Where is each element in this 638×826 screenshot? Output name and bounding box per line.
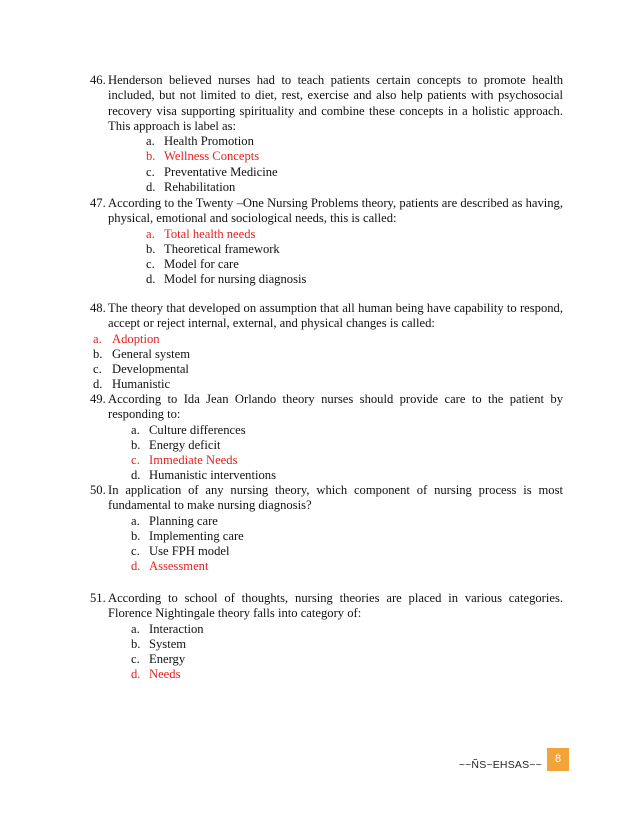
option-text: Energy deficit <box>149 437 221 452</box>
option-letter: b. <box>131 636 141 651</box>
option-text: Theoretical framework <box>164 241 280 256</box>
option-letter: a. <box>146 134 155 149</box>
option-letter: b. <box>131 528 141 543</box>
option-c <box>90 453 563 468</box>
option-c <box>90 362 563 377</box>
option-text: Humanistic interventions <box>149 468 276 483</box>
option-a <box>90 134 563 149</box>
question-49 <box>90 392 563 484</box>
option-text-correct: Adoption <box>112 331 160 346</box>
option-a <box>90 622 563 637</box>
question-number: 50. <box>90 483 106 497</box>
option-a <box>90 332 563 347</box>
option-text: Developmental <box>112 362 189 377</box>
question-text: According to Ida Jean Orlando theory nurses should provide care to the patient by responding to: <box>108 392 563 422</box>
answer-options <box>90 622 563 683</box>
answer-options <box>90 423 563 484</box>
option-text: Model for care <box>164 257 239 272</box>
answer-options <box>90 134 563 195</box>
option-letter: a. <box>131 422 140 437</box>
option-letter: d. <box>131 468 141 483</box>
question-number: 46. <box>90 73 106 87</box>
option-d <box>90 377 563 392</box>
option-letter: d. <box>131 667 141 682</box>
option-letter: b. <box>131 437 141 452</box>
option-letter: a. <box>131 513 140 528</box>
option-text: Health Promotion <box>164 134 254 149</box>
answer-options <box>90 514 563 575</box>
option-a <box>90 227 563 242</box>
option-d <box>90 559 563 574</box>
question-48 <box>90 301 563 393</box>
option-text-correct: Wellness Concepts <box>164 149 260 164</box>
option-letter: a. <box>146 226 155 241</box>
option-text: Use FPH model <box>149 544 230 559</box>
option-letter: d. <box>93 377 103 392</box>
option-b <box>90 637 563 652</box>
option-text: Energy <box>149 652 186 667</box>
option-letter: d. <box>146 180 156 195</box>
option-text-correct: Total health needs <box>164 226 256 241</box>
option-text: Preventative Medicine <box>164 164 278 179</box>
option-b <box>90 438 563 453</box>
option-letter: b. <box>146 149 156 164</box>
option-letter: c. <box>146 257 155 272</box>
option-letter: c. <box>131 652 140 667</box>
question-number: 49. <box>90 392 106 406</box>
option-letter: a. <box>131 621 140 636</box>
answer-options <box>90 227 563 288</box>
option-letter: c. <box>93 362 102 377</box>
question-text: In application of any nursing theory, which component of nursing process is most fundamental to make nursing diagnosis? <box>108 483 563 513</box>
option-letter: b. <box>93 346 103 361</box>
page-number-badge: 8 <box>547 748 569 771</box>
option-letter: a. <box>93 331 102 346</box>
option-c <box>90 165 563 180</box>
option-text: Model for nursing diagnosis <box>164 272 307 287</box>
option-text: Humanistic <box>112 377 171 392</box>
question-47 <box>90 196 563 288</box>
option-text: Planning care <box>149 513 218 528</box>
option-letter: b. <box>146 241 156 256</box>
option-letter: c. <box>131 453 140 468</box>
question-text: According to the Twenty –One Nursing Problems theory, patients are described as having, physical, emotional and sociological needs, this is called: <box>108 196 563 226</box>
option-text: System <box>149 636 187 651</box>
option-text-correct: Immediate Needs <box>149 453 238 468</box>
option-d <box>90 180 563 195</box>
option-text: Culture differences <box>149 422 246 437</box>
option-d <box>90 468 563 483</box>
option-b <box>90 529 563 544</box>
question-51 <box>90 591 563 683</box>
question-text: Henderson believed nurses had to teach patients certain concepts to promote health included, but not limited to diet, rest, exercise and also help patients with psychosocial recovery visa supporting spirituality and combine these concepts in a holistic approach. This approach is label as: <box>108 73 563 133</box>
option-b <box>90 149 563 164</box>
question-46 <box>90 73 563 195</box>
option-letter: c. <box>131 544 140 559</box>
question-number: 47. <box>90 196 106 210</box>
question-text: The theory that developed on assumption that all human being have capability to respond, accept or reject internal, external, and physical changes is called: <box>108 301 563 331</box>
option-text: Implementing care <box>149 528 244 543</box>
option-a <box>90 514 563 529</box>
question-50 <box>90 483 563 575</box>
option-text: General system <box>112 346 190 361</box>
answer-options <box>90 332 563 393</box>
option-b <box>90 347 563 362</box>
option-text: Interaction <box>149 621 204 636</box>
option-c <box>90 652 563 667</box>
footer-author: ~~ÑS~EHSAS~~ <box>458 759 542 771</box>
option-d <box>90 667 563 682</box>
option-text-correct: Assessment <box>149 559 209 574</box>
option-text: Rehabilitation <box>164 180 236 195</box>
option-a <box>90 423 563 438</box>
option-b <box>90 242 563 257</box>
option-letter: d. <box>131 559 141 574</box>
option-letter: d. <box>146 272 156 287</box>
option-text-correct: Needs <box>149 667 181 682</box>
question-text: According to school of thoughts, nursing theories are placed in various categories. Florence Nightingale theory falls into category of: <box>108 591 563 621</box>
question-number: 51. <box>90 591 106 605</box>
option-d <box>90 272 563 287</box>
option-c <box>90 257 563 272</box>
option-letter: c. <box>146 164 155 179</box>
option-c <box>90 544 563 559</box>
question-number: 48. <box>90 301 106 315</box>
